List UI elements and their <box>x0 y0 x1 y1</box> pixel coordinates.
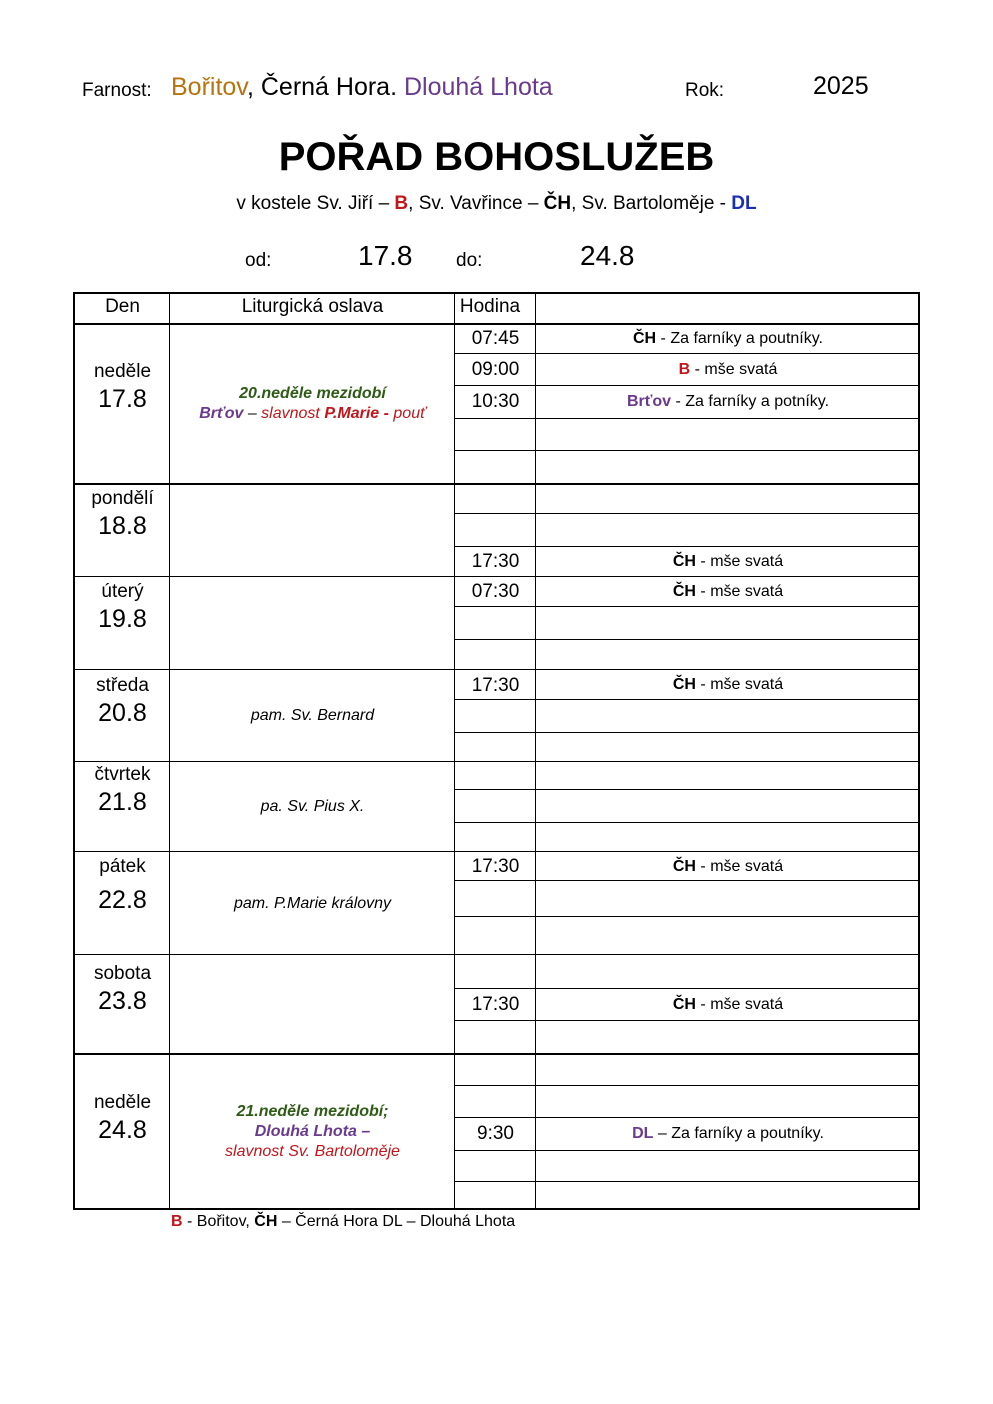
day-divider <box>75 483 918 485</box>
feast-title: 20.neděle mezidobí <box>239 385 386 402</box>
rok-label: Rok: <box>685 80 725 101</box>
header-oslava: Liturgická oslava <box>241 296 384 317</box>
day-name: úterý <box>101 581 144 602</box>
feast-line <box>170 404 455 424</box>
legend-dl-text: DL – Dlouhá Lhota <box>377 1213 516 1230</box>
row-divider <box>455 546 918 547</box>
row-divider <box>455 1150 918 1151</box>
day-date: 22.8 <box>98 886 147 914</box>
mass-text: - mše svatá <box>695 996 784 1013</box>
row-divider <box>455 385 918 386</box>
day-divider <box>75 1053 918 1055</box>
day-date: 24.8 <box>98 1116 147 1144</box>
mass-text: - mše svatá <box>690 361 778 378</box>
do-label: do: <box>456 250 483 271</box>
day-name: neděle <box>93 361 152 382</box>
day-cell <box>75 1092 170 1145</box>
row-divider <box>455 732 918 733</box>
mass-intent <box>536 553 920 571</box>
day-cell <box>75 581 170 634</box>
mass-intent <box>536 996 920 1014</box>
mass-time: 9:30 <box>477 1123 514 1144</box>
mass-text: – Za farníky a poutníky. <box>653 1125 824 1142</box>
day-divider <box>75 761 918 762</box>
day-name: čtvrtek <box>94 764 151 785</box>
day-name: středa <box>96 675 149 696</box>
row-divider <box>455 1020 918 1021</box>
row-divider <box>455 880 918 881</box>
row-divider <box>455 450 918 451</box>
mass-place: ČH <box>672 858 696 875</box>
mass-text: - mše svatá <box>695 676 784 693</box>
farnost-boritov: Bořitov <box>171 73 247 101</box>
mass-intent <box>536 858 920 876</box>
subtitle-dl: DL <box>731 193 757 214</box>
day-name: pátek <box>99 856 146 877</box>
feast-cell: pam. Sv. Bernard <box>250 707 375 724</box>
farnost-sep2 <box>397 73 404 101</box>
legend-ch-text: – Černá Hora <box>277 1213 378 1230</box>
header-den: Den <box>105 296 140 317</box>
mass-time: 17:30 <box>471 551 520 572</box>
page-title: POŘAD BOHOSLUŽEB <box>278 135 715 179</box>
day-divider <box>75 576 918 577</box>
mass-place: B <box>678 361 691 378</box>
day-date: 23.8 <box>98 987 147 1015</box>
row-divider <box>455 699 918 700</box>
row-divider <box>455 1181 918 1182</box>
day-divider <box>75 851 918 852</box>
mass-text: - mše svatá <box>695 553 784 570</box>
day-cell <box>75 963 170 1016</box>
feast-cell: pam. P.Marie královny <box>233 895 392 912</box>
col-divider <box>454 294 455 1208</box>
subtitle-part3: , Sv. Bartoloměje - <box>571 193 732 214</box>
farnost-sep1: , <box>246 73 261 101</box>
subtitle-b: B <box>394 193 409 214</box>
mass-text: - mše svatá <box>695 858 784 875</box>
mass-time: 17:30 <box>471 856 520 877</box>
row-divider <box>455 606 918 607</box>
mass-place: ČH <box>672 996 696 1013</box>
mass-intent <box>536 361 920 379</box>
farnost-dlouhalhota: Dlouhá Lhota <box>403 73 553 101</box>
day-cell <box>75 361 170 414</box>
subtitle-ch: ČH <box>543 193 572 214</box>
col-divider <box>535 294 536 1208</box>
row-divider <box>455 1085 918 1086</box>
row-divider <box>455 916 918 917</box>
mass-place: ČH <box>633 330 657 347</box>
mass-text: - Za farníky a potníky. <box>671 393 830 410</box>
farnost-value <box>171 73 553 102</box>
feast-title: 21.neděle mezidobí; <box>236 1103 389 1120</box>
mass-intent <box>536 676 920 694</box>
day-date: 19.8 <box>98 605 147 633</box>
feast-place: Brťov <box>199 405 244 422</box>
od-value: 17.8 <box>358 240 413 271</box>
mass-time: 09:00 <box>471 359 520 380</box>
mass-text: - Za farníky a poutníky. <box>656 330 823 347</box>
mass-text: - mše svatá <box>695 583 784 600</box>
od-label: od: <box>245 250 272 271</box>
day-divider <box>75 954 918 955</box>
day-cell <box>75 764 170 817</box>
mass-time: 17:30 <box>471 675 520 696</box>
feast-dash: – <box>243 405 262 422</box>
day-cell <box>75 856 170 915</box>
row-divider <box>455 639 918 640</box>
subtitle <box>0 193 993 215</box>
legend <box>171 1213 515 1231</box>
row-divider <box>455 988 918 989</box>
mass-time: 07:45 <box>471 328 520 349</box>
row-divider <box>455 789 918 790</box>
header-divider <box>75 323 918 325</box>
feast-marie: P.Marie - <box>324 405 394 422</box>
mass-intent <box>536 330 920 348</box>
row-divider <box>455 418 918 419</box>
mass-time: 10:30 <box>471 391 520 412</box>
row-divider <box>455 822 918 823</box>
feast-cell <box>170 1102 455 1162</box>
mass-place: ČH <box>672 583 696 600</box>
row-divider <box>455 353 918 354</box>
day-date: 20.8 <box>98 699 147 727</box>
day-name: neděle <box>93 1092 152 1113</box>
legend-ch: ČH <box>254 1213 278 1230</box>
mass-time: 07:30 <box>471 581 520 602</box>
farnost-label: Farnost: <box>82 80 152 101</box>
feast-slavnost: slavnost Sv. Bartoloměje <box>225 1143 400 1160</box>
mass-place: DL <box>632 1125 654 1142</box>
subtitle-part1: v kostele Sv. Jiří – <box>236 193 395 214</box>
day-cell <box>75 488 170 541</box>
day-date: 18.8 <box>98 512 147 540</box>
feast-slavnost: slavnost <box>261 405 325 422</box>
day-name: sobota <box>93 963 152 984</box>
day-date: 17.8 <box>98 385 147 413</box>
mass-intent <box>536 1125 920 1143</box>
feast-cell <box>170 384 455 424</box>
rok-value: 2025 <box>813 72 869 100</box>
mass-intent <box>536 393 920 411</box>
mass-place: Brťov <box>626 393 672 410</box>
do-value: 24.8 <box>580 240 635 271</box>
day-cell <box>75 675 170 728</box>
feast-place: Dlouhá Lhota – <box>254 1123 371 1140</box>
legend-b-text: - Bořitov, <box>182 1213 255 1230</box>
col-divider <box>169 294 170 1208</box>
header-hodina: Hodina <box>459 296 521 317</box>
day-date: 21.8 <box>98 788 147 816</box>
mass-place: ČH <box>672 553 696 570</box>
subtitle-part2: , Sv. Vavřince – <box>408 193 544 214</box>
farnost-cernahora: Černá Hora. <box>260 73 398 101</box>
day-name: pondělí <box>91 488 154 509</box>
mass-place: ČH <box>672 676 696 693</box>
feast-pout: pouť <box>393 405 426 422</box>
legend-b: B <box>171 1213 183 1230</box>
schedule-table <box>73 292 920 1210</box>
row-divider <box>455 513 918 514</box>
row-divider <box>455 1117 918 1118</box>
feast-cell: pa. Sv. Pius X. <box>260 798 365 815</box>
mass-intent <box>536 583 920 601</box>
mass-time: 17:30 <box>471 994 520 1015</box>
day-divider <box>75 669 918 670</box>
